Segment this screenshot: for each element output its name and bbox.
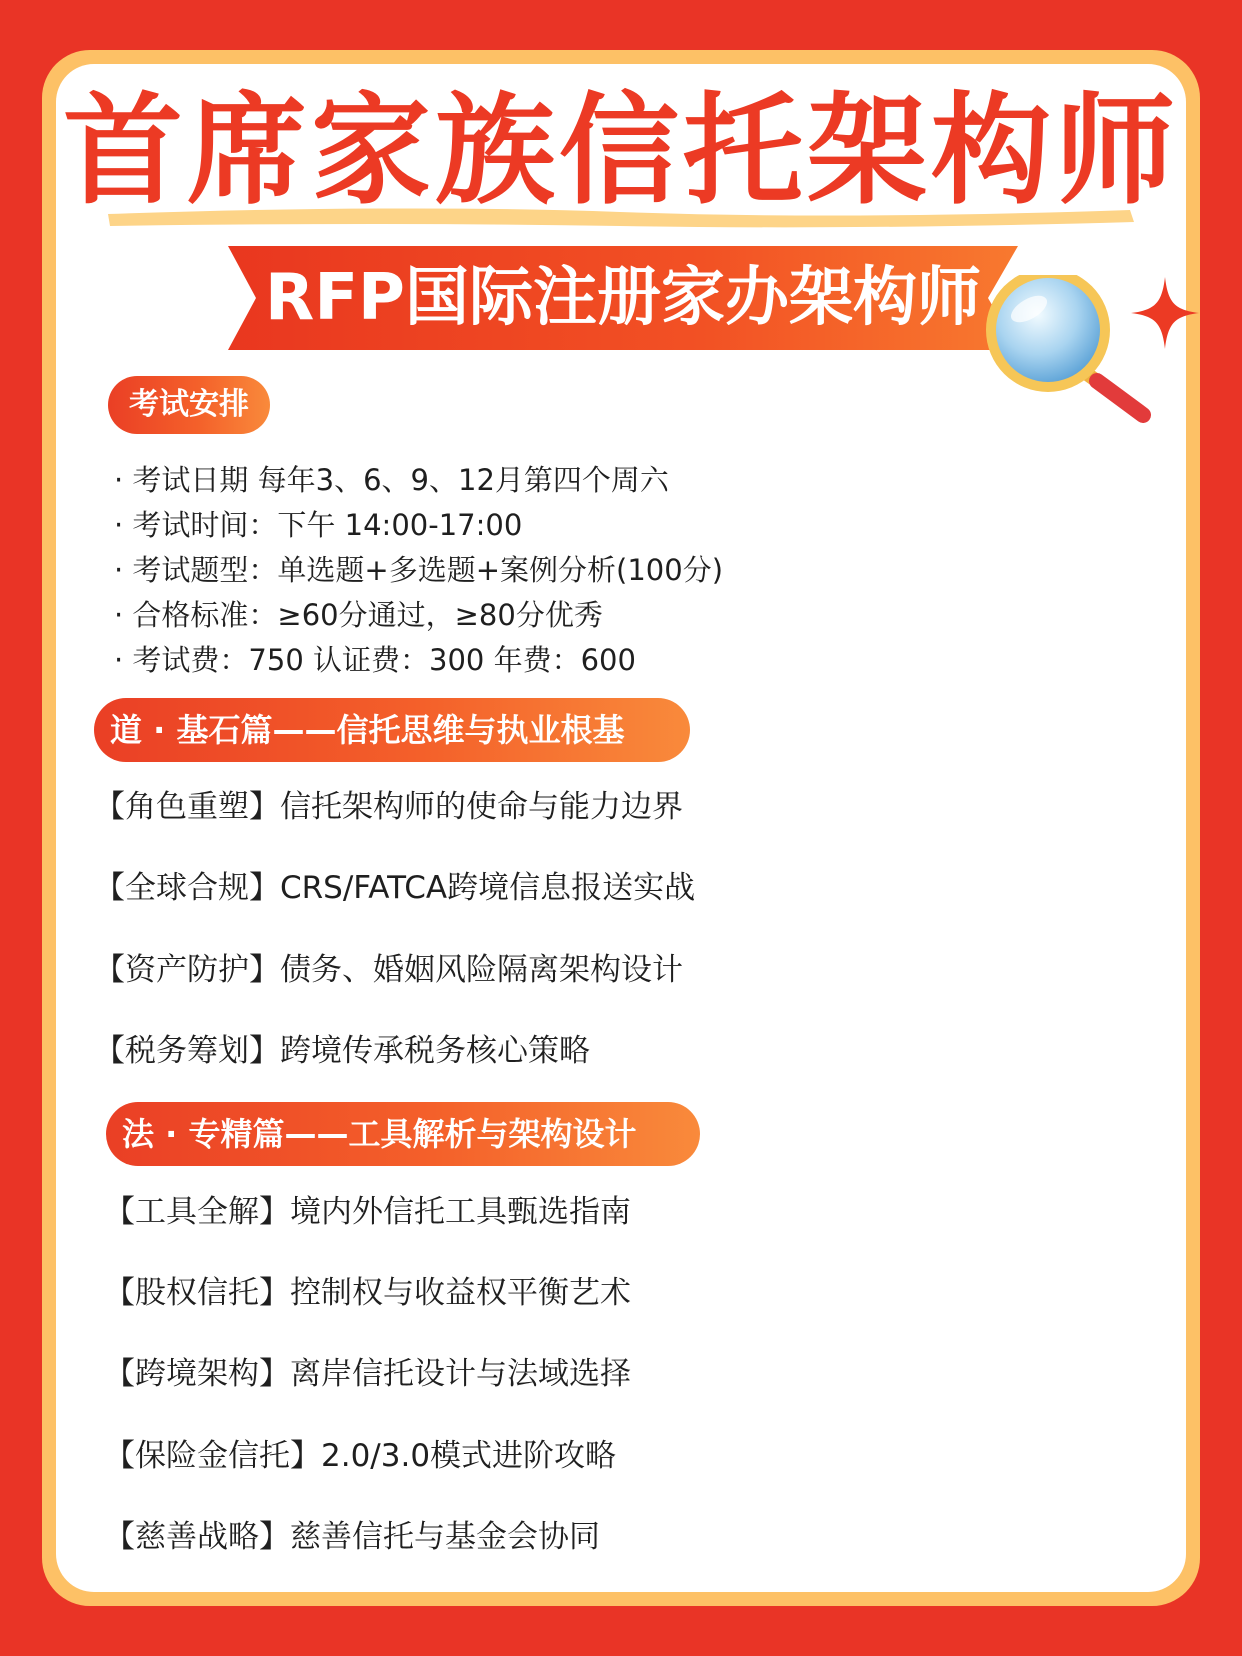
sparkle-icon [1131,277,1199,349]
module-item: 【角色重塑】信托架构师的使命与能力边界 [94,789,683,825]
subtitle: RFP国际注册家办架构师 [265,261,981,335]
module-item: 【股权信托】控制权与收益权平衡艺术 [104,1275,631,1311]
module-item: 【工具全解】境内外信托工具甄选指南 [104,1194,631,1230]
module-item: 【跨境架构】离岸信托设计与法域选择 [104,1356,631,1392]
page-title: 首席家族信托架构师 [63,82,1179,221]
exam-item: · 考试日期 每年3、6、9、12月第四个周六 [114,463,669,497]
exam-item: · 合格标准：≥60分通过，≥80分优秀 [114,598,603,632]
module-item: 【保险金信托】2.0/3.0模式进阶攻略 [104,1438,617,1474]
section-fa-header: 法 · 专精篇——工具解析与架构设计 [106,1102,700,1166]
module-item: 【慈善战略】慈善信托与基金会协同 [104,1519,600,1555]
module-item: 【全球合规】CRS/FATCA跨境信息报送实战 [94,870,696,906]
exam-item: · 考试费：750 认证费：300 年费：600 [114,643,636,677]
exam-item: · 考试时间：下午 14:00-17:00 [114,508,523,542]
module-item: 【税务筹划】跨境传承税务核心策略 [94,1033,590,1069]
magnifier-icon [985,275,1205,455]
exam-schedule-badge: 考试安排 [108,376,270,434]
section-dao-header: 道 · 基石篇——信托思维与执业根基 [94,698,690,762]
exam-item: · 考试题型：单选题+多选题+案例分析(100分) [114,553,724,587]
module-item: 【资产防护】债务、婚姻风险隔离架构设计 [94,952,683,988]
